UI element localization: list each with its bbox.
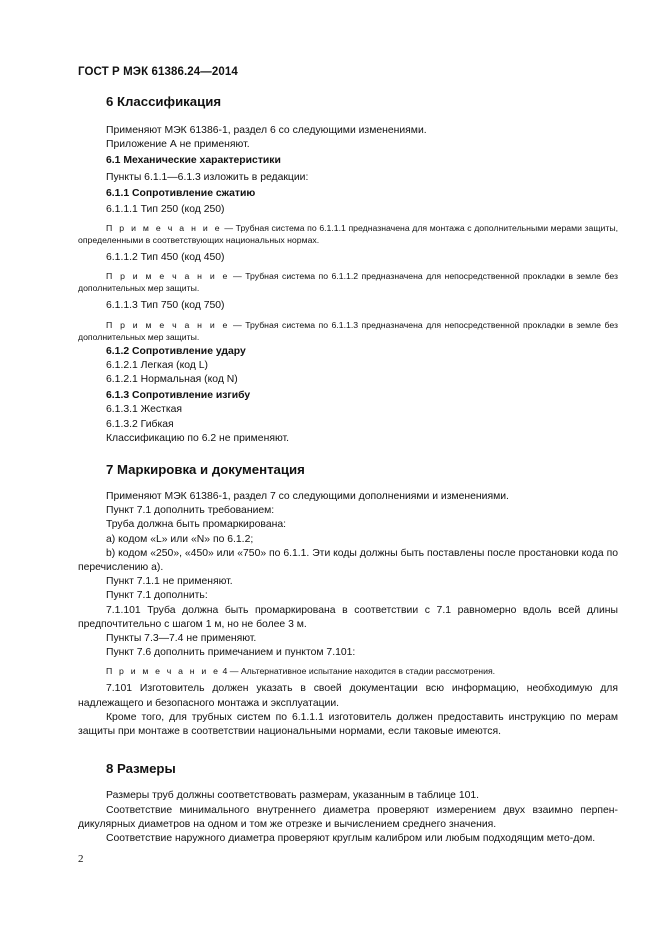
page-number: 2	[78, 853, 84, 865]
section-8-title: 8 Размеры	[106, 761, 176, 777]
item-6-1-2-1: 6.1.2.1 Легкая (код L)	[106, 359, 208, 371]
document-body	[78, 94, 618, 846]
note	[78, 665, 618, 677]
note-label: П р и м е ч а н и е	[106, 271, 230, 282]
paragraph: Приложение А не применяют.	[106, 139, 250, 151]
section-6-title: 6 Классификация	[106, 94, 222, 109]
paragraph: Пункт 7.1.1 не применяют.	[106, 576, 233, 588]
subsection-6-1-title: 6.1 Механические характеристики	[106, 155, 281, 167]
subsection-6-1-2-title: 6.1.2 Сопротивление удару	[106, 345, 246, 357]
item-6-1-1-1: 6.1.1.1 Тип 250 (код 250)	[106, 204, 225, 216]
subsection-6-1-3-title: 6.1.3 Сопротивление изгибу	[106, 390, 251, 402]
note-text: — Трубная система по 6.1.1.3 предназначена для непосредственной прокладки в земле без дополнительных мер защиты.	[78, 319, 618, 342]
item-6-1-2-1b: 6.1.2.1 Нормальная (код N)	[106, 374, 238, 386]
section-7-title: 7 Маркировка и документация	[106, 462, 305, 478]
list-item: а) кодом «L» или «N» по 6.1.2;	[106, 533, 254, 545]
note-label: П р и м е ч а н и е	[106, 666, 221, 677]
paragraph: 7.1.101 Труба должна быть промаркирована в соответствии с 7.1 равномерно вдоль всей длины предпочтительно с шагом 1 м, но не более 3 м.	[78, 604, 618, 630]
item-6-1-1-2: 6.1.1.2 Тип 450 (код 450)	[106, 252, 225, 264]
paragraph: Классификацию по 6.2 не применяют.	[106, 432, 290, 444]
paragraph: 7.101 Изготовитель должен указать в своей документации всю информацию, необходимую для надлежащего и безопасного монтажа и эксплуатации.	[78, 683, 618, 709]
paragraph: Применяют МЭК 61386-1, раздел 7 со следующими дополнениями и изменениями.	[106, 491, 509, 503]
paragraph: Размеры труб должны соответствовать размерам, указанным в таблице 101.	[106, 790, 480, 802]
note	[78, 222, 618, 246]
paragraph: Пункт 7.1 дополнить:	[106, 590, 208, 602]
note	[78, 319, 618, 343]
note	[78, 270, 618, 294]
paragraph: Пункт 7.1 дополнить требованием:	[106, 505, 275, 517]
paragraph: Кроме того, для трубных систем по 6.1.1.1 изготовитель должен предоставить инструкцию по мерам защиты при монтаже в соответствии национальными нормами, если таковые имеются.	[78, 711, 618, 738]
paragraph: Применяют МЭК 61386-1, раздел 6 со следующими изменениями.	[106, 125, 427, 136]
paragraph: Труба должна быть промаркирована:	[106, 519, 287, 531]
note-label: П р и м е ч а н и е	[106, 223, 222, 234]
paragraph: Пункт 7.6 дополнить примечанием и пунктом 7.101:	[106, 647, 356, 659]
paragraph: Пункты 6.1.1—6.1.3 изложить в редакции:	[106, 171, 309, 183]
item-6-1-3-1: 6.1.3.1 Жесткая	[106, 404, 183, 416]
paragraph: Соответствие наружного диаметра проверяют круглым калибром или любым подходящим мето-дом.	[106, 832, 596, 844]
note-text: 4 — Альтернативное испытание находится в стадии рассмотрения.	[220, 666, 496, 677]
document-header: ГОСТ Р МЭК 61386.24—2014	[78, 66, 238, 78]
subsection-6-1-1-title: 6.1.1 Сопротивление сжатию	[106, 187, 256, 199]
note-text: — Трубная система по 6.1.1.2 предназначена для непосредственной прокладки в земле без дополнительных мер защиты.	[78, 271, 618, 294]
paragraph: Соответствие минимального внутреннего диаметра проверяют измерением двух взаимно перпен-дикулярных диаметров на одном и том же отрезке и вычислением среднего значения.	[78, 804, 618, 830]
note-label: П р и м е ч а н и е	[106, 319, 230, 330]
note-text: — Трубная система по 6.1.1.1 предназначена для монтажа с дополнительными мерами защиты, определенными в соответствующих национальных нормах.	[78, 223, 618, 246]
item-6-1-3-2: 6.1.3.2 Гибкая	[106, 418, 174, 430]
item-6-1-1-3: 6.1.1.3 Тип 750 (код 750)	[106, 300, 225, 312]
paragraph: Пункты 7.3—7.4 не применяют.	[106, 633, 257, 645]
list-item: b) кодом «250», «450» или «750» по 6.1.1. Эти коды должны быть поставлены после простановки кода по перечислению а).	[78, 547, 618, 574]
